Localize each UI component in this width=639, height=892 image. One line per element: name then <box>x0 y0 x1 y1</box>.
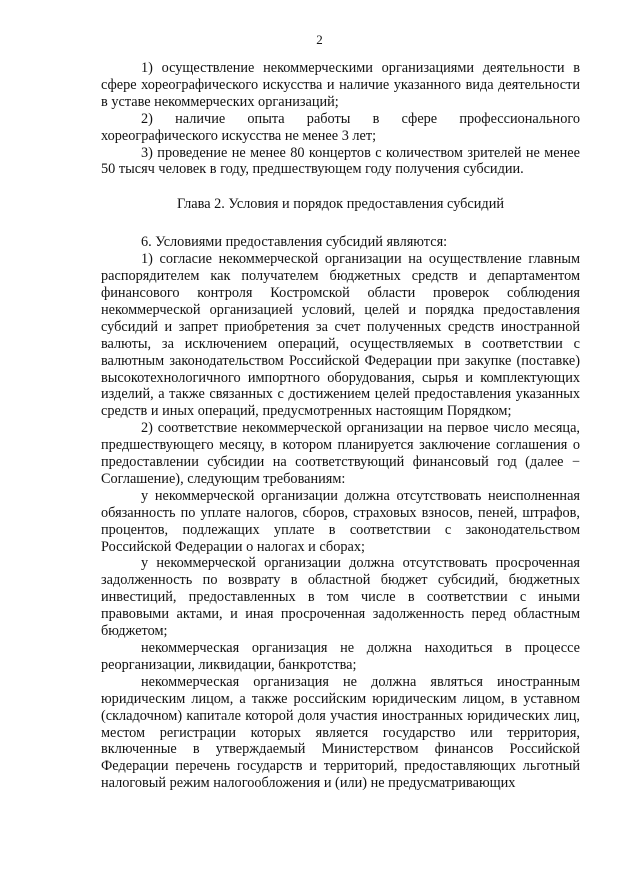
page-body <box>101 60 580 792</box>
condition-2: 2) соответствие некоммерческой организации на первое число месяца, предшествующего месяцу, в котором планируется заключение соглашения о предоставлении субсидии на соответствующий финансовый год (далее − Соглашение), следующим требованиям: <box>101 420 580 487</box>
list-item-1: 1) осуществление некоммерческими организациями деятельности в сфере хореографического искусства и наличие указанного вида деятельности в уставе некоммерческих организаций; <box>101 60 580 110</box>
condition-1: 1) согласие некоммерческой организации на осуществление главным распорядителем как получателем бюджетных средств и департаментом финансового контроля Костромской области проверок соблюдения некоммерческой организацией условий, целей и порядка предоставления субсидий и запрет приобретения за счет полученных средств иностранной валюты, за исключением операций, осуществляемых в соответствии с валютным законодательством Российской Федерации при закупке (поставке) высокотехнологичного импортного оборудования, сырья и комплектующих изделий, а также связанных с достижением целей предоставления указанных средств и иных операций, предусмотренных настоящим Порядком; <box>101 251 580 420</box>
requirement-reorganization: некоммерческая организация не должна находиться в процессе реорганизации, ликвидации, банкротства; <box>101 640 580 673</box>
requirement-debt: у некоммерческой организации должна отсутствовать просроченная задолженность по возврату в областной бюджет субсидий, бюджетных инвестиций, предоставленных в том числе в соответствии с иными правовыми актами, и иная просроченная задолженность перед областным бюджетом; <box>101 555 580 640</box>
list-item-2: 2) наличие опыта работы в сфере профессионального хореографического искусства не менее 3 лет; <box>101 110 580 144</box>
page-number: 2 <box>316 32 323 47</box>
chapter-heading: Глава 2. Условия и порядок предоставления субсидий <box>176 196 505 213</box>
paragraph-6: 6. Условиями предоставления субсидий являются: <box>141 234 448 251</box>
requirement-foreign-entity: некоммерческая организация не должна являться иностранным юридическим лицом, а также российским юридическим лицом, в уставном (складочном) капитале которой доля участия иностранных юридических лиц, местом регистрации которых является государство или территория, включенные в утверждаемый Министерством финансов Российской Федерации перечень государств и территорий, предоставляющих льготный налоговый режим налогообложения и (или) не предусматривающих <box>101 673 580 792</box>
requirement-taxes: у некоммерческой организации должна отсутствовать неисполненная обязанность по уплате налогов, сборов, страховых взносов, пеней, штрафов, процентов, подлежащих уплате в соответствии с законодательством Российской Федерации о налогах и сборах; <box>101 487 580 555</box>
list-item-3: 3) проведение не менее 80 концертов с количеством зрителей не менее 50 тысяч человек в году, предшествующем году получения субсидии. <box>101 144 580 178</box>
